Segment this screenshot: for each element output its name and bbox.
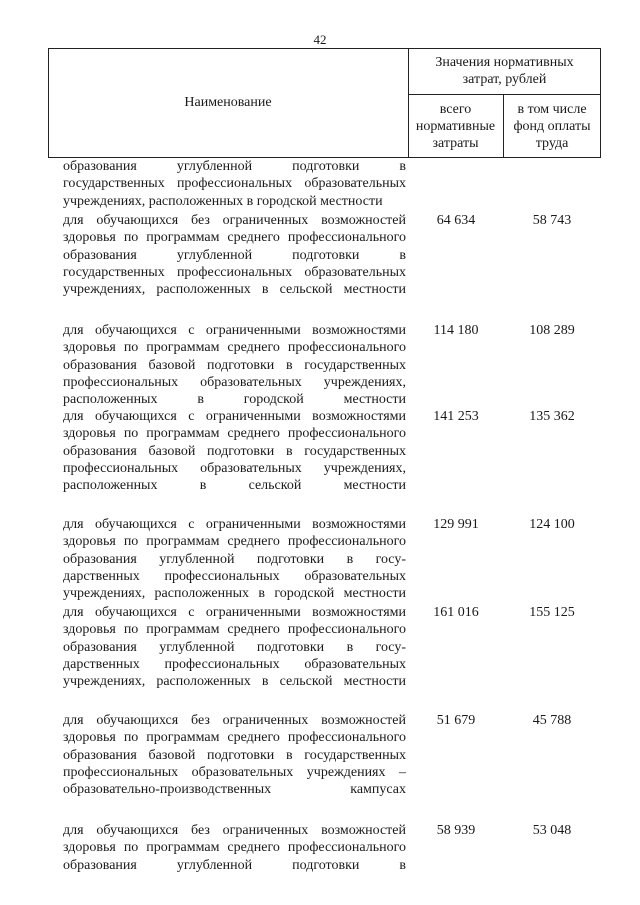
row-line: для обучающихся с ограниченными возможностями <box>63 605 406 620</box>
row-line: профессиональных образовательных учреждениях, <box>63 460 406 476</box>
row-line: государственных профессиональных образовательных <box>63 176 406 192</box>
header-fund <box>503 101 601 152</box>
header-fund-line-2: фонд оплаты <box>513 119 591 134</box>
row-line: здоровья по программам среднего профессионального <box>63 840 406 856</box>
header-total <box>408 101 503 152</box>
row-line: образования базовой подготовки в государственных <box>63 747 406 763</box>
header-fund-line-3: труда <box>535 136 569 151</box>
row-line: образовательно-производственных кампусах <box>63 782 406 798</box>
row-line: образования углубленной подготовки в <box>63 247 406 263</box>
row-description <box>63 322 406 408</box>
row-line: для обучающихся с ограниченными возможностями <box>63 517 406 532</box>
row-line: для обучающихся без ограниченных возможностей <box>63 713 406 728</box>
row-line: образования углубленной подготовки в госу- <box>63 639 406 655</box>
row-total-value: 129 991 <box>433 517 479 532</box>
row-line: здоровья по программам среднего профессионального <box>63 730 406 746</box>
row-line: учреждениях, расположенных в сельской местности <box>63 282 406 298</box>
row-line: образования углубленной подготовки в госу- <box>63 551 406 567</box>
row-line: здоровья по программам среднего профессионального <box>63 230 406 246</box>
row-total-value: 64 634 <box>436 213 476 228</box>
row-line: для обучающихся без ограниченных возможностей <box>63 823 406 838</box>
row-line: образования базовой подготовки в государственных <box>63 357 406 373</box>
row-line: образования базовой подготовки в государственных <box>63 443 406 459</box>
header-values-line-1: Значения нормативных <box>435 55 574 70</box>
row-total-value: 51 679 <box>436 713 476 728</box>
row-line: государственных профессиональных образовательных <box>63 264 406 280</box>
row-total-value: 114 180 <box>433 323 479 338</box>
row-description <box>63 212 406 298</box>
page-number: 42 <box>313 32 327 47</box>
row-line: учреждениях, расположенных в сельской местности <box>63 674 406 690</box>
row-total-value: 141 253 <box>433 409 479 424</box>
row-description <box>63 516 406 602</box>
header-total-line-2: нормативные <box>415 119 496 134</box>
row-line: для обучающихся с ограниченными возможностями <box>63 409 406 424</box>
row-fund-value: 155 125 <box>529 605 575 620</box>
row-description <box>63 822 406 874</box>
row-line: для обучающихся с ограниченными возможностями <box>63 323 406 338</box>
row-line: здоровья по программам среднего профессионального <box>63 534 406 550</box>
row-description <box>63 604 406 690</box>
header-fund-line-1: в том числе <box>517 102 587 117</box>
row-line: здоровья по программам среднего профессионального <box>63 622 406 638</box>
row-fund-value: 45 788 <box>532 713 572 728</box>
header-group-divider <box>408 94 601 95</box>
row-fund-value: 53 048 <box>532 823 572 838</box>
row-description <box>63 158 406 210</box>
row-line: расположенных в сельской местности <box>63 478 406 494</box>
row-line: расположенных в городской местности <box>63 392 406 408</box>
row-fund-value: 135 362 <box>529 409 575 424</box>
header-values-group <box>408 54 601 88</box>
row-description <box>63 712 406 798</box>
header-name: Наименование <box>184 95 272 110</box>
row-fund-value: 124 100 <box>529 517 575 532</box>
row-line: образования углубленной подготовки в <box>63 159 406 174</box>
row-line: для обучающихся без ограниченных возможностей <box>63 213 406 228</box>
row-fund-value: 58 743 <box>532 213 572 228</box>
table-header <box>48 48 601 158</box>
row-line: профессиональных образовательных учреждениях – <box>63 764 406 780</box>
header-values-line-2: затрат, рублей <box>462 72 547 87</box>
row-line: здоровья по программам среднего профессионального <box>63 340 406 356</box>
row-fund-value: 108 289 <box>529 323 575 338</box>
row-line: образования углубленной подготовки в <box>63 857 406 873</box>
row-line: дарственных профессиональных образовательных <box>63 656 406 672</box>
header-top-border <box>48 48 601 49</box>
row-description <box>63 408 406 494</box>
row-line: здоровья по программам среднего профессионального <box>63 426 406 442</box>
row-total-value: 161 016 <box>433 605 479 620</box>
row-line: учреждениях, расположенных в городской местности <box>63 193 383 209</box>
header-total-line-3: затраты <box>432 136 479 151</box>
row-total-value: 58 939 <box>436 823 476 838</box>
row-line: профессиональных образовательных учреждениях, <box>63 374 406 390</box>
header-total-line-1: всего <box>439 102 472 117</box>
row-line: дарственных профессиональных образовательных <box>63 568 406 584</box>
row-line: учреждениях, расположенных в городской местности <box>63 586 406 602</box>
